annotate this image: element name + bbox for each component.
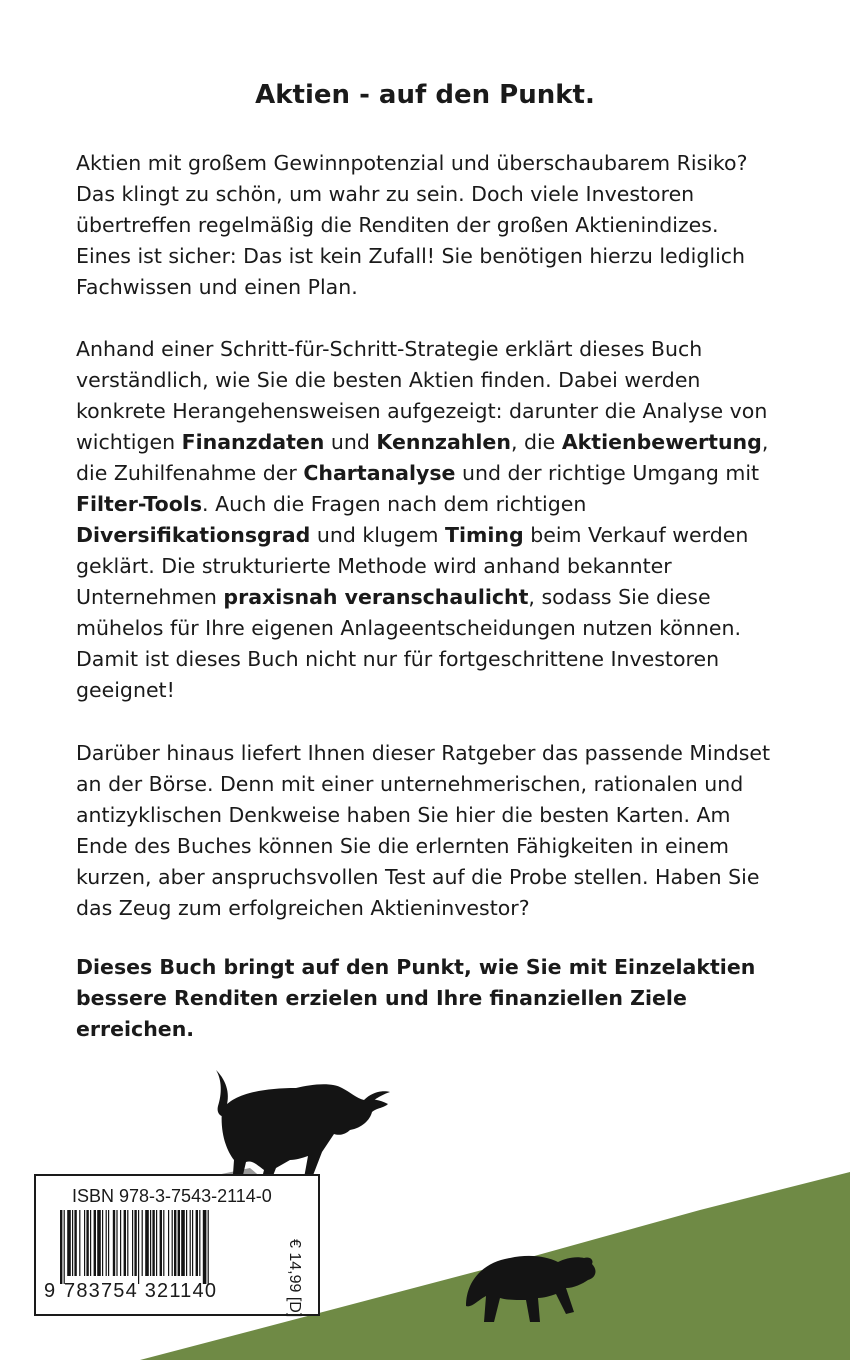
emphasis-praxisnah: praxisnah veranschaulicht [223, 585, 529, 609]
barcode-bar [208, 1210, 209, 1284]
barcode-bar [192, 1210, 193, 1276]
barcode-bar [86, 1210, 88, 1276]
closing-statement: Dieses Buch bringt auf den Punkt, wie Sie mit Einzelaktien bessere Renditen erzielen und Ihre finanziellen Ziele erreichen. [76, 955, 756, 1041]
barcode-bar [74, 1210, 76, 1276]
text-run: Anhand einer Schritt-für-Schritt-Strategie erklärt dieses Buch verständlich, wie Sie die besten Aktien finden. Dabei werden konkrete Herangehensweisen aufgezeigt: darunter die Analyse von wichtigen [76, 337, 768, 454]
barcode-bar [172, 1210, 173, 1276]
back-cover-title: Aktien - auf den Punkt. [255, 80, 595, 110]
barcode-bar [127, 1210, 128, 1276]
text-run: . Auch die Fragen nach dem richtigen [202, 492, 587, 516]
barcode-bar [181, 1210, 185, 1276]
barcode-bar [60, 1210, 62, 1284]
emphasis-chartanalyse: Chartanalyse [303, 461, 456, 485]
barcode-bar [186, 1210, 187, 1276]
barcode-bar [108, 1210, 109, 1276]
barcode-bar [94, 1210, 96, 1276]
emphasis-timing: Timing [445, 523, 524, 547]
text-run: , sodass Sie diese mühelos für Ihre eigenen Anlageentscheidungen nutzen können. Damit ist dieses Buch nicht nur für fortgeschrittene Investoren geeignet! [76, 585, 741, 702]
strategy-paragraph [76, 334, 776, 706]
barcode-bar [190, 1210, 191, 1276]
barcode-bar [152, 1210, 154, 1276]
isbn-barcode-panel [34, 1174, 320, 1316]
text-run: und [324, 430, 377, 454]
barcode-bar [168, 1210, 169, 1276]
text-run: , die [510, 430, 562, 454]
barcode-bar [90, 1210, 91, 1276]
barcode-bar [79, 1210, 80, 1276]
barcode-bar [138, 1210, 139, 1284]
price-label: € 14,99 [D] [286, 1239, 303, 1318]
barcode-bar [145, 1210, 149, 1276]
barcode-bars [60, 1210, 274, 1284]
barcode-bar [113, 1210, 115, 1276]
barcode-bar [196, 1210, 198, 1276]
barcode-bar [174, 1210, 176, 1276]
barcode-digits: 783754 321140 [64, 1280, 218, 1302]
emphasis-finanzdaten: Finanzdaten [181, 430, 325, 454]
emphasis-filter-tools: Filter-Tools [76, 492, 203, 516]
barcode-first-digit: 9 [44, 1280, 56, 1302]
barcode-bar [84, 1210, 85, 1276]
barcode-bar [132, 1210, 133, 1276]
barcode-bar [163, 1210, 164, 1276]
barcode-bar [178, 1210, 180, 1276]
barcode-bar [124, 1210, 126, 1276]
barcode-bar [72, 1210, 73, 1276]
isbn-number: ISBN 978-3-7543-2114-0 [72, 1186, 272, 1206]
text-run: , die Zuhilfenahme der [76, 430, 769, 485]
barcode-bar [67, 1210, 71, 1276]
barcode-bar [64, 1210, 65, 1284]
barcode-bar [116, 1210, 117, 1276]
barcode-bar [134, 1210, 136, 1276]
barcode-bar [106, 1210, 107, 1276]
intro-paragraph: Aktien mit großem Gewinnpotenzial und überschaubarem Risiko? Das klingt zu schön, um wahr zu sein. Doch viele Investoren übertreffen regelmäßig die Renditen der großen Aktienindizes. Eines ist sicher: Das ist kein Zufall! Sie benötigen hierzu lediglich Fachwissen und einen Plan. [76, 151, 748, 299]
barcode-bar [160, 1210, 162, 1276]
text-run: und der richtige Umgang mit [455, 461, 760, 485]
barcode-bar [97, 1210, 101, 1276]
barcode-bar [203, 1210, 207, 1284]
barcode-bar [120, 1210, 121, 1276]
emphasis-diversifikationsgrad: Diversifikationsgrad [76, 523, 311, 547]
barcode-bar [142, 1210, 143, 1276]
text-run: beim Verkauf werden geklärt. Die strukturierte Methode wird anhand bekannter Unternehmen [76, 523, 749, 609]
barcode-bar [150, 1210, 151, 1276]
emphasis-aktienbewertung: Aktienbewertung [561, 430, 762, 454]
text-run: und klugem [310, 523, 446, 547]
barcode-bar [199, 1210, 200, 1276]
mindset-paragraph: Darüber hinaus liefert Ihnen dieser Ratgeber das passende Mindset an der Börse. Denn mit einer unternehmerischen, rationalen und antizyklischen Denkweise haben Sie hier die besten Karten. Am Ende des Buches können Sie die erlernten Fähigkeiten in einem kurzen, aber anspruchsvollen Test auf die Probe stellen. Haben Sie das Zeug zum erfolgreichen Aktieninvestor? [76, 741, 771, 920]
barcode-bar [156, 1210, 157, 1276]
barcode-bar [102, 1210, 103, 1276]
emphasis-kennzahlen: Kennzahlen [376, 430, 511, 454]
